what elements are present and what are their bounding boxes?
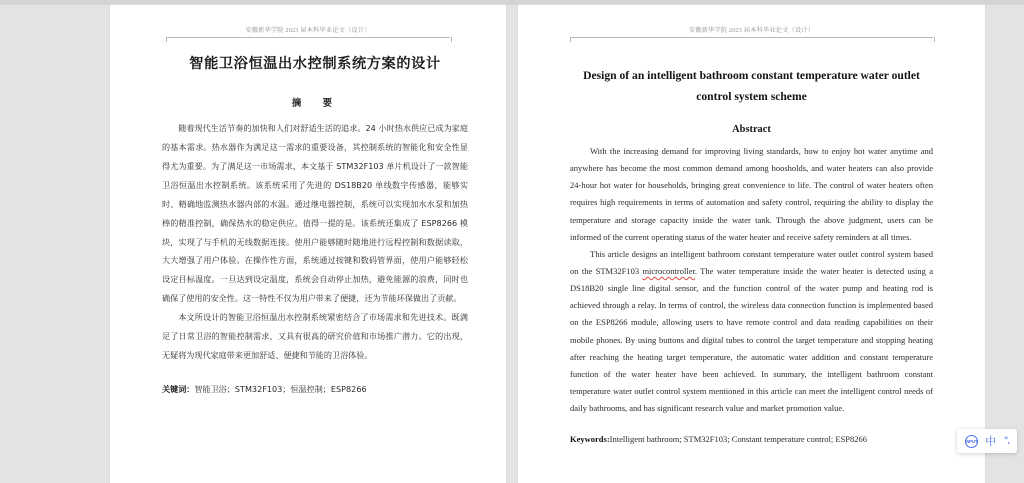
- running-header-text: 安徽新华学院 2023 届本科毕业论文（设计）: [688, 27, 815, 34]
- keywords-line-english: [570, 431, 933, 448]
- header-rule: [570, 37, 933, 42]
- page-body-english: [570, 49, 933, 448]
- running-header-text: 安徽新华学院 2023 届本科毕业论文（设计）: [245, 27, 371, 34]
- keywords-value-english: Intelligent bathroom; STM32F103; Constant temperature control; ESP8266: [609, 434, 868, 445]
- keywords-value-chinese: 智能卫浴；STM32F103；恒温控制；ESP8266: [194, 384, 367, 395]
- document-page-english[interactable]: [518, 5, 985, 483]
- page-title-english: Design of an intelligent bathroom constant temperature water outlet control system scheme: [583, 69, 920, 104]
- abstract-paragraph: 本文所设计的智能卫浴恒温出水控制系统紧密结合了市场需求和先进技术。既满足了日常卫浴的智能控制需求，又具有很高的研究价值和市场推广潜力。它的出现，无疑将为现代家庭带来更加舒适、便捷和节能的卫浴体验。: [162, 312, 468, 361]
- abstract-paragraph: With the increasing demand for improving living standards, how to enjoy hot water anytime and anywhere has become the most common demand among hoosholds, and water heaters can also provide 24-hour hot water for households, bringing great convenience to life. The control of water heaters often requires high requirements in terms of automation and safety control, requiring the ability to display the temperature and storage capacity inside the water tank. Through the above judgment, users can be informed of the current operating status of the water heater and receive safety reminders at all times.: [570, 145, 933, 242]
- ime-logo-icon[interactable]: INPUT: [965, 435, 978, 448]
- spellcheck-flagged-word: microcontroller: [642, 265, 695, 276]
- keywords-label-english: Keywords:: [570, 434, 610, 445]
- ime-punctuation-toggle[interactable]: °,: [1003, 435, 1010, 446]
- header-rule: [166, 37, 450, 42]
- abstract-paragraph: This article designs an intelligent bathroom constant temperature water outlet control system based on the STM32F103 microcontroller. The water temperature inside the water heater is detected using a DS18B20 single line digital sensor, and the function control of the water pump and heating rod is achieved through a relay. In terms of control, the wireless data connection function is implemented based on the ESP8266 module, allowing users to have remote control and data reading capabilities on their mobile phones. By using buttons and digital tubes to control the target temperature and stopping heating after reaching the heating target temperature, the automatic water addition and constant temperature function of the water heater have been achieved. In summary, the intelligent bathroom constant temperature water outlet control system mentioned in this article can meet the intelligent control needs of daily bathrooms, and has significant research value and market promotion value.: [570, 248, 933, 414]
- page-title-chinese: 智能卫浴恒温出水控制系统方案的设计: [189, 56, 441, 72]
- document-page-chinese[interactable]: [110, 5, 506, 483]
- page-body-chinese: [162, 49, 468, 399]
- running-header-chinese: [166, 25, 450, 42]
- abstract-paragraph: 随着现代生活节奏的加快和人们对舒适生活的追求。24 小时热水供应已成为家庭的基本需求。热水器作为满足这一需求的重要设备，其控制系统的智能化和安全性显得尤为重要。为了满足这一市场需求，本文基于 STM32F103 单片机设计了一款智能卫浴恒温出水控制系统。该系统采用了先进的 DS18B20 单线数字传感器，能够实时、精确地监测热水器内部的水温。通过继电器控制，系统可以实现加水水泵和加热棒的精准控制，确保热水的稳定供应。值得一提的是。该系统还集成了 ESP8266 模块，实现了与手机的无线数据连接。使用户能够随时随地进行远程控制和数据读取，大大增强了用户体验。在操作性方面，系统通过按键和数码管界面，使用户能够轻松设定目标温度。一旦达到设定温度，系统会自动停止加热，避免能源的浪费，同时也确保了使用的安全性。这一特性不仅为用户带来了便捷，还为节能环保做出了贡献。: [162, 122, 468, 304]
- ime-language-mode-toggle[interactable]: 中: [985, 434, 997, 448]
- section-heading-abstract-english: Abstract: [732, 123, 771, 135]
- running-header-english: [570, 25, 933, 42]
- keywords-line-chinese: [162, 381, 468, 399]
- section-heading-abstract-chinese: 摘 要: [291, 97, 339, 109]
- keywords-label-chinese: 关键词：: [162, 384, 195, 395]
- ime-floating-toolbar[interactable]: [957, 429, 1017, 453]
